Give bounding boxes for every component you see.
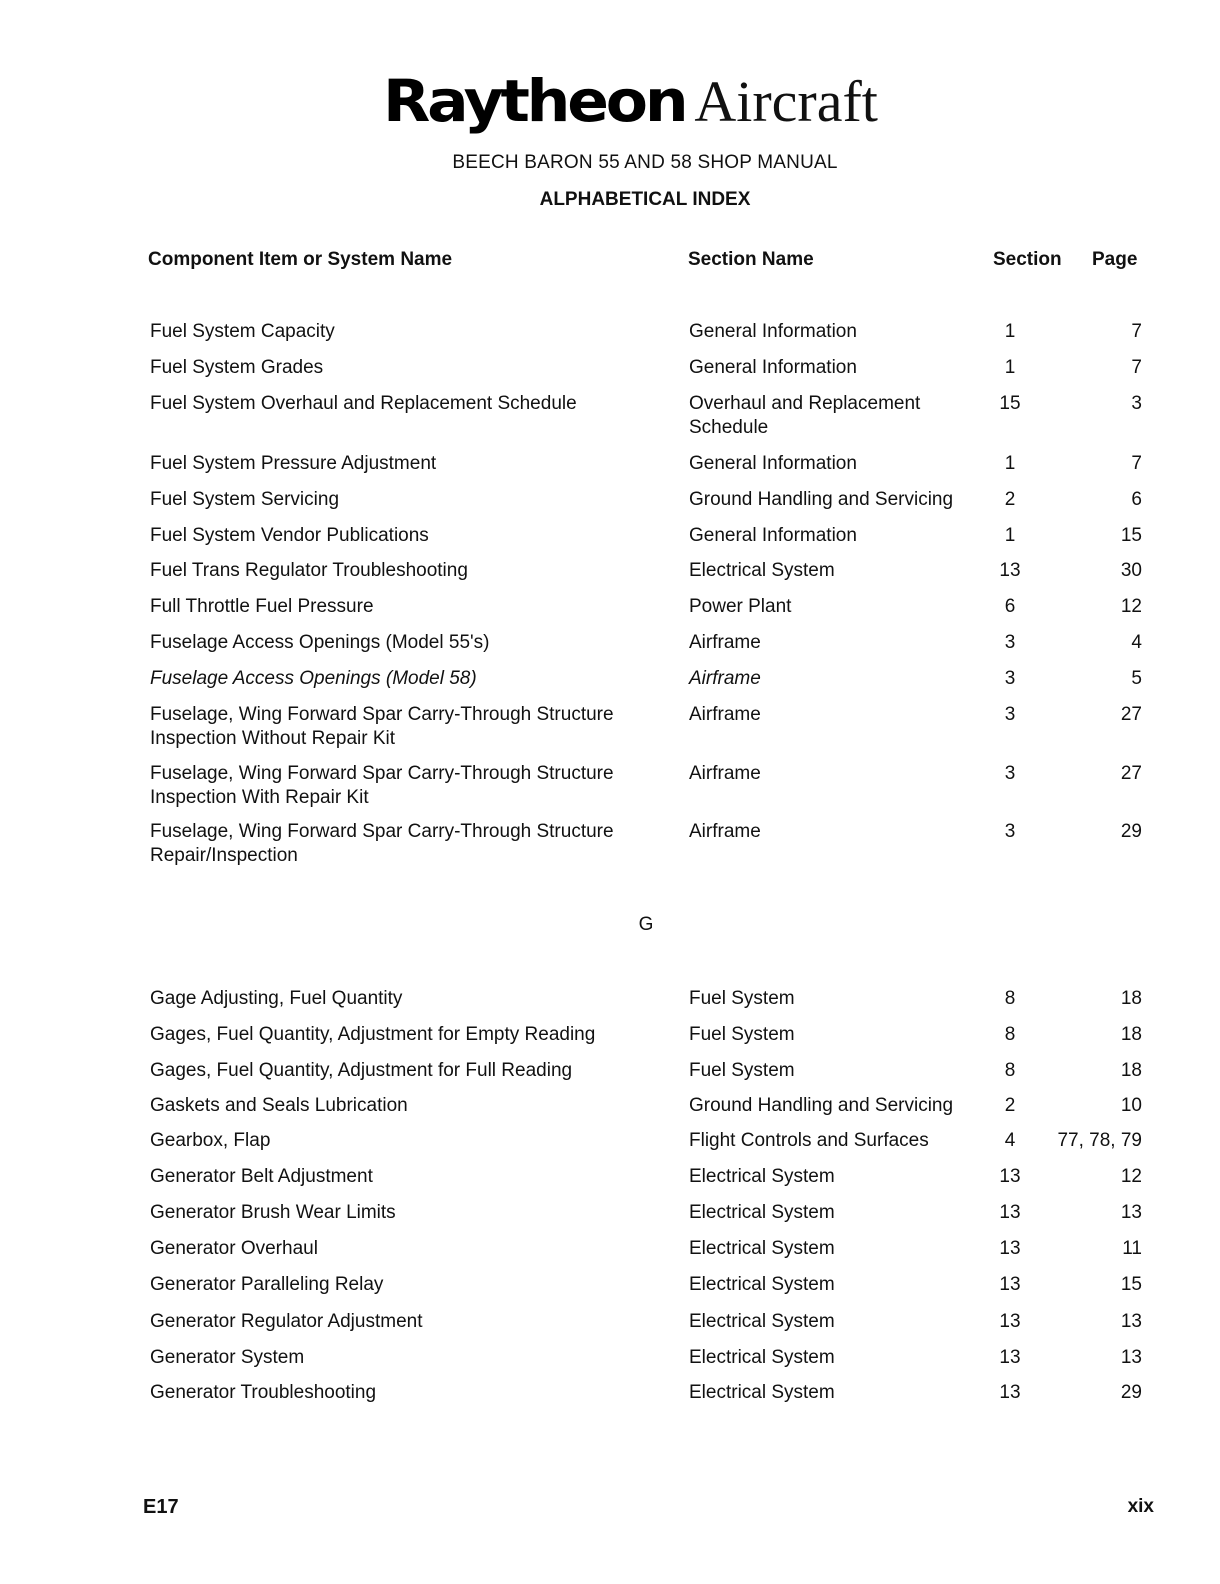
- section-name: General Information: [689, 321, 857, 342]
- column-header-section: Section: [993, 249, 1062, 270]
- footer-code: E17: [143, 1496, 179, 1518]
- section-number: 1: [1004, 525, 1016, 546]
- section-name: Airframe: [689, 632, 761, 653]
- section-number: 3: [1004, 763, 1016, 784]
- section-number: 3: [1004, 632, 1016, 653]
- section-number: 2: [1004, 489, 1016, 510]
- item-name: Gaskets and Seals Lubrication: [150, 1095, 408, 1116]
- section-number: 13: [999, 1202, 1021, 1223]
- item-name: Fuselage Access Openings (Model 58): [150, 668, 477, 689]
- index-title: ALPHABETICAL INDEX: [539, 189, 751, 210]
- item-name: Fuel System Capacity: [150, 321, 335, 342]
- section-name: Fuel System: [689, 988, 795, 1009]
- logo-suffix: Aircraft: [694, 69, 878, 134]
- section-name: Fuel System: [689, 1024, 795, 1045]
- section-name: Ground Handling and Servicing: [689, 489, 954, 510]
- item-name: Fuselage Access Openings (Model 55's): [150, 632, 490, 653]
- section-number: 1: [1004, 357, 1016, 378]
- section-name: Electrical System: [689, 1238, 835, 1259]
- section-name: Fuel System: [689, 1060, 795, 1081]
- section-name: Electrical System: [689, 1202, 835, 1223]
- section-name: Electrical System: [689, 1166, 835, 1187]
- item-name: Generator Paralleling Relay: [150, 1274, 384, 1295]
- section-number: 8: [1004, 1060, 1016, 1081]
- page-number: 18: [1120, 1060, 1142, 1081]
- section-number: 15: [999, 393, 1021, 414]
- page-number: 13: [1120, 1202, 1142, 1223]
- section-number: 13: [999, 1274, 1021, 1295]
- section-name: General Information: [689, 357, 857, 378]
- section-name: Airframe: [689, 704, 761, 725]
- page-number: 6: [1131, 489, 1142, 510]
- item-name: Gages, Fuel Quantity, Adjustment for Full Reading: [150, 1060, 573, 1081]
- section-name: Electrical System: [689, 1347, 835, 1368]
- section-number: 4: [1004, 1130, 1016, 1151]
- item-name: Gearbox, Flap: [150, 1130, 271, 1151]
- item-name: Generator Belt Adjustment: [150, 1166, 373, 1187]
- page-number: 13: [1120, 1347, 1142, 1368]
- page-number: 3: [1131, 393, 1142, 414]
- page-number: 30: [1120, 560, 1142, 581]
- section-name: Flight Controls and Surfaces: [689, 1130, 929, 1151]
- section-number: 8: [1004, 1024, 1016, 1045]
- section-number: 6: [1004, 596, 1016, 617]
- page-number: 13: [1120, 1311, 1142, 1332]
- item-name: Fuselage, Wing Forward Spar Carry-Through Structure Inspection Without Repair Kit: [150, 704, 614, 749]
- section-name: General Information: [689, 453, 857, 474]
- letter-heading-g: G: [638, 914, 654, 935]
- section-number: 13: [999, 1382, 1021, 1403]
- section-number: 3: [1004, 821, 1016, 842]
- raytheon-logo: [383, 67, 878, 135]
- page-number: 10: [1120, 1095, 1142, 1116]
- section-number: 1: [1004, 453, 1016, 474]
- section-number: 13: [999, 1166, 1021, 1187]
- logo-brand: Raytheon: [383, 67, 686, 135]
- column-header-page: Page: [1092, 249, 1138, 270]
- column-header-name: Component Item or System Name: [148, 249, 453, 270]
- page-number: 12: [1120, 1166, 1142, 1187]
- item-name: Fuel System Pressure Adjustment: [150, 453, 437, 474]
- item-name: Generator Brush Wear Limits: [150, 1202, 396, 1223]
- section-name: Airframe: [689, 821, 761, 842]
- page-number: 15: [1120, 1274, 1142, 1295]
- page-number: 18: [1120, 988, 1142, 1009]
- item-name: Fuel Trans Regulator Troubleshooting: [150, 560, 468, 581]
- page-number: 7: [1131, 357, 1142, 378]
- section-name: Electrical System: [689, 1382, 835, 1403]
- manual-title: BEECH BARON 55 AND 58 SHOP MANUAL: [452, 152, 838, 173]
- page-number: 12: [1120, 596, 1142, 617]
- item-name: Fuel System Vendor Publications: [150, 525, 429, 546]
- section-name: Electrical System: [689, 1274, 835, 1295]
- section-number: 1: [1004, 321, 1016, 342]
- page-number: 77, 78, 79: [1057, 1130, 1142, 1151]
- section-name: Electrical System: [689, 1311, 835, 1332]
- page-number: 15: [1120, 525, 1142, 546]
- page-number: 29: [1120, 821, 1142, 842]
- item-name: Fuel System Servicing: [150, 489, 340, 510]
- column-header-section-name: Section Name: [688, 249, 814, 270]
- item-name: Fuselage, Wing Forward Spar Carry-Through Structure Repair/Inspection: [150, 821, 614, 866]
- item-name: Gage Adjusting, Fuel Quantity: [150, 988, 403, 1009]
- page-number: 7: [1131, 321, 1142, 342]
- section-name: General Information: [689, 525, 857, 546]
- item-name: Fuselage, Wing Forward Spar Carry-Through Structure Inspection With Repair Kit: [150, 763, 614, 808]
- section-number: 13: [999, 560, 1021, 581]
- section-name: Overhaul and Replacement Schedule: [689, 393, 921, 438]
- item-name: Generator Overhaul: [150, 1238, 318, 1259]
- item-name: Generator System: [150, 1347, 305, 1368]
- section-name: Power Plant: [689, 596, 792, 617]
- section-number: 13: [999, 1347, 1021, 1368]
- page-number: 4: [1131, 632, 1142, 653]
- page-number: 29: [1120, 1382, 1142, 1403]
- section-number: 8: [1004, 988, 1016, 1009]
- item-name: Fuel System Overhaul and Replacement Schedule: [150, 393, 577, 414]
- section-name: Airframe: [689, 763, 761, 784]
- item-name: Gages, Fuel Quantity, Adjustment for Empty Reading: [150, 1024, 596, 1045]
- section-number: 3: [1004, 668, 1016, 689]
- section-number: 2: [1004, 1095, 1016, 1116]
- section-number: 13: [999, 1238, 1021, 1259]
- item-name: Generator Troubleshooting: [150, 1382, 377, 1403]
- section-number: 3: [1004, 704, 1016, 725]
- section-name: Electrical System: [689, 560, 835, 581]
- page-number: 7: [1131, 453, 1142, 474]
- section-number: 13: [999, 1311, 1021, 1332]
- page-number: 11: [1122, 1238, 1142, 1259]
- page-number: 18: [1120, 1024, 1142, 1045]
- footer-page-number: xix: [1127, 1496, 1154, 1517]
- page-number: 27: [1120, 704, 1142, 725]
- section-name: Airframe: [689, 668, 761, 689]
- page-number: 27: [1120, 763, 1142, 784]
- item-name: Generator Regulator Adjustment: [150, 1311, 423, 1332]
- section-name: Ground Handling and Servicing: [689, 1095, 954, 1116]
- page-number: 5: [1131, 668, 1142, 689]
- item-name: Fuel System Grades: [150, 357, 324, 378]
- item-name: Full Throttle Fuel Pressure: [150, 596, 374, 617]
